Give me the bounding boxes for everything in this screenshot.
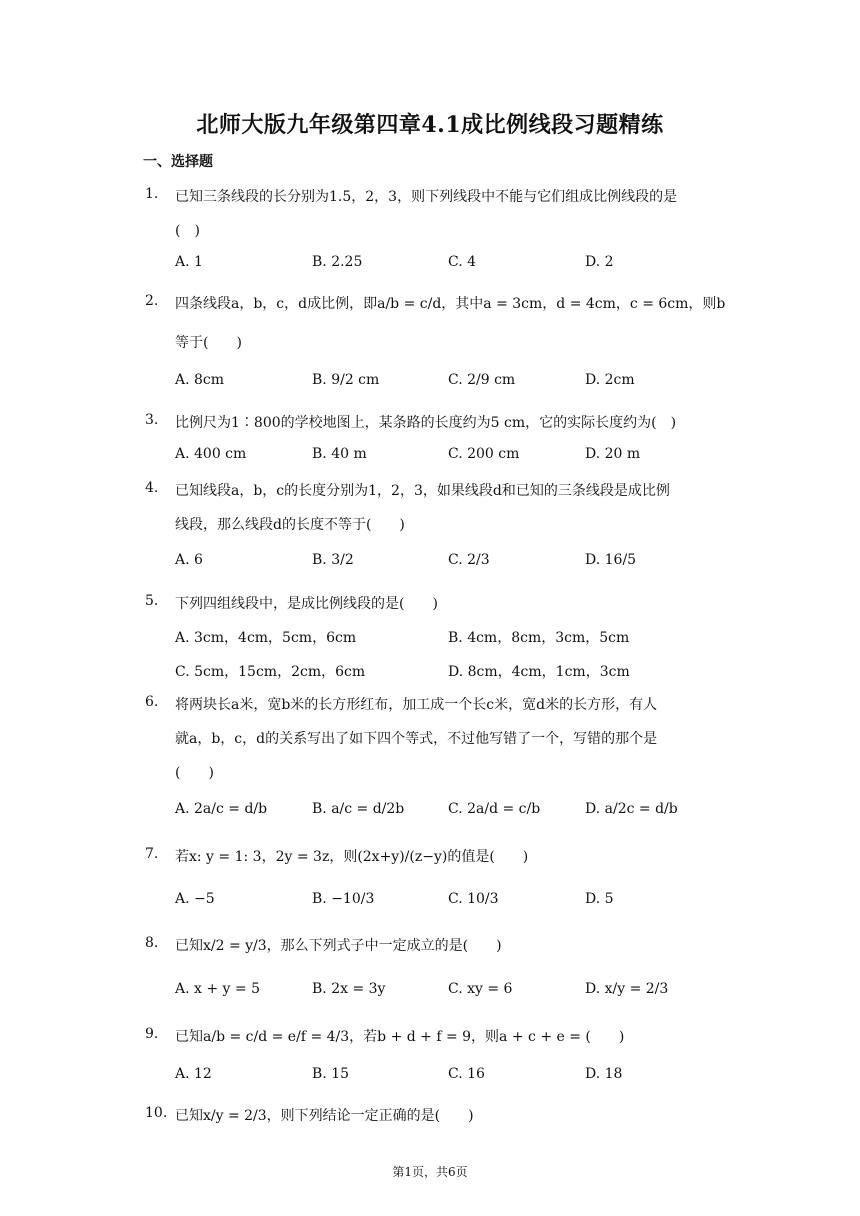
option-a: A. 6 — [175, 552, 203, 568]
option-c: C. 200 cm — [448, 446, 520, 462]
option-a: A. x + y = 5 — [175, 981, 260, 997]
question-number: 1. — [145, 186, 159, 202]
option-d: D. 20 m — [585, 446, 641, 462]
question-text: 四条线段a，b，c，d成比例，即a/b = c/d，其中a = 3cm，d = 4cm，c = 6cm，则b — [175, 296, 726, 312]
option-d: D. 8cm，4cm，1cm，3cm — [448, 664, 630, 680]
question-text: 已知线段a，b，c的长度分别为1，2，3，如果线段d和已知的三条线段是成比例 — [175, 483, 670, 499]
question-text: ( ) — [175, 223, 200, 239]
question-text: 就a，b，c，d的关系写出了如下四个等式，不过他写错了一个，写错的那个是 — [175, 731, 658, 747]
option-c: C. 10/3 — [448, 891, 499, 907]
question-text: 下列四组线段中，是成比例线段的是( ) — [175, 596, 438, 612]
question-number: 7. — [145, 846, 159, 862]
question-text: 将两块长a米，宽b米的长方形红布，加工成一个长c米，宽d米的长方形，有人 — [175, 697, 658, 713]
question-text: 已知x/y = 2/3，则下列结论一定正确的是( ) — [175, 1108, 474, 1124]
question-text: 若x: y = 1: 3，2y = 3z，则(2x+y)/(z−y)的值是( ) — [175, 849, 529, 865]
page-title: 北师大版九年级第四章4.1成比例线段习题精练 — [196, 112, 664, 138]
option-b: B. 3/2 — [312, 552, 354, 568]
question-text: 已知x/2 = y/3，那么下列式子中一定成立的是( ) — [175, 938, 502, 954]
option-c: C. 2/9 cm — [448, 372, 516, 388]
option-b: B. 2x = 3y — [312, 981, 386, 997]
option-a: A. 1 — [175, 254, 203, 270]
option-c: C. 2/3 — [448, 552, 490, 568]
option-b: B. 9/2 cm — [312, 372, 380, 388]
option-c: C. 16 — [448, 1066, 485, 1082]
option-d: D. 5 — [585, 891, 614, 907]
option-d: D. 2 — [585, 254, 614, 270]
question-number: 4. — [145, 480, 159, 496]
option-d: D. a/2c = d/b — [585, 801, 678, 817]
question-text: 已知三条线段的长分别为1.5，2，3，则下列线段中不能与它们组成比例线段的是 — [175, 189, 678, 205]
option-c: C. xy = 6 — [448, 981, 513, 997]
option-a: A. −5 — [175, 891, 215, 907]
option-b: B. 2.25 — [312, 254, 363, 270]
option-d: D. 18 — [585, 1066, 623, 1082]
option-c: C. 5cm，15cm，2cm，6cm — [175, 664, 366, 680]
question-text: ( ) — [175, 765, 214, 781]
option-a: A. 2a/c = d/b — [175, 801, 268, 817]
question-number: 2. — [145, 293, 159, 309]
option-b: B. 40 m — [312, 446, 367, 462]
question-number: 9. — [145, 1026, 159, 1042]
option-c: C. 4 — [448, 254, 477, 270]
question-number: 3. — [145, 412, 159, 428]
option-a: A. 400 cm — [175, 446, 247, 462]
option-d: D. x/y = 2/3 — [585, 981, 669, 997]
option-b: B. −10/3 — [312, 891, 375, 907]
question-text: 等于( ) — [175, 335, 242, 351]
option-b: B. 4cm，8cm，3cm，5cm — [448, 630, 630, 646]
option-a: A. 3cm，4cm，5cm，6cm — [175, 630, 357, 646]
question-number: 10. — [145, 1105, 168, 1121]
question-text: 线段，那么线段d的长度不等于( ) — [175, 517, 405, 533]
option-b: B. a/c = d/2b — [312, 801, 405, 817]
question-number: 8. — [145, 935, 159, 951]
option-d: D. 16/5 — [585, 552, 637, 568]
section-heading: 一、选择题 — [143, 154, 213, 170]
question-text: 已知a/b = c/d = e/f = 4/3，若b + d + f = 9，则a + c + e = ( ) — [175, 1029, 625, 1045]
question-number: 6. — [145, 694, 159, 710]
option-c: C. 2a/d = c/b — [448, 801, 541, 817]
question-number: 5. — [145, 593, 159, 609]
question-text: 比例尺为1∶800的学校地图上，某条路的长度约为5 cm，它的实际长度约为( ) — [175, 415, 677, 431]
option-b: B. 15 — [312, 1066, 350, 1082]
page-footer: 第1页，共6页 — [392, 1165, 468, 1179]
option-a: A. 12 — [175, 1066, 212, 1082]
option-a: A. 8cm — [175, 372, 225, 388]
option-d: D. 2cm — [585, 372, 635, 388]
